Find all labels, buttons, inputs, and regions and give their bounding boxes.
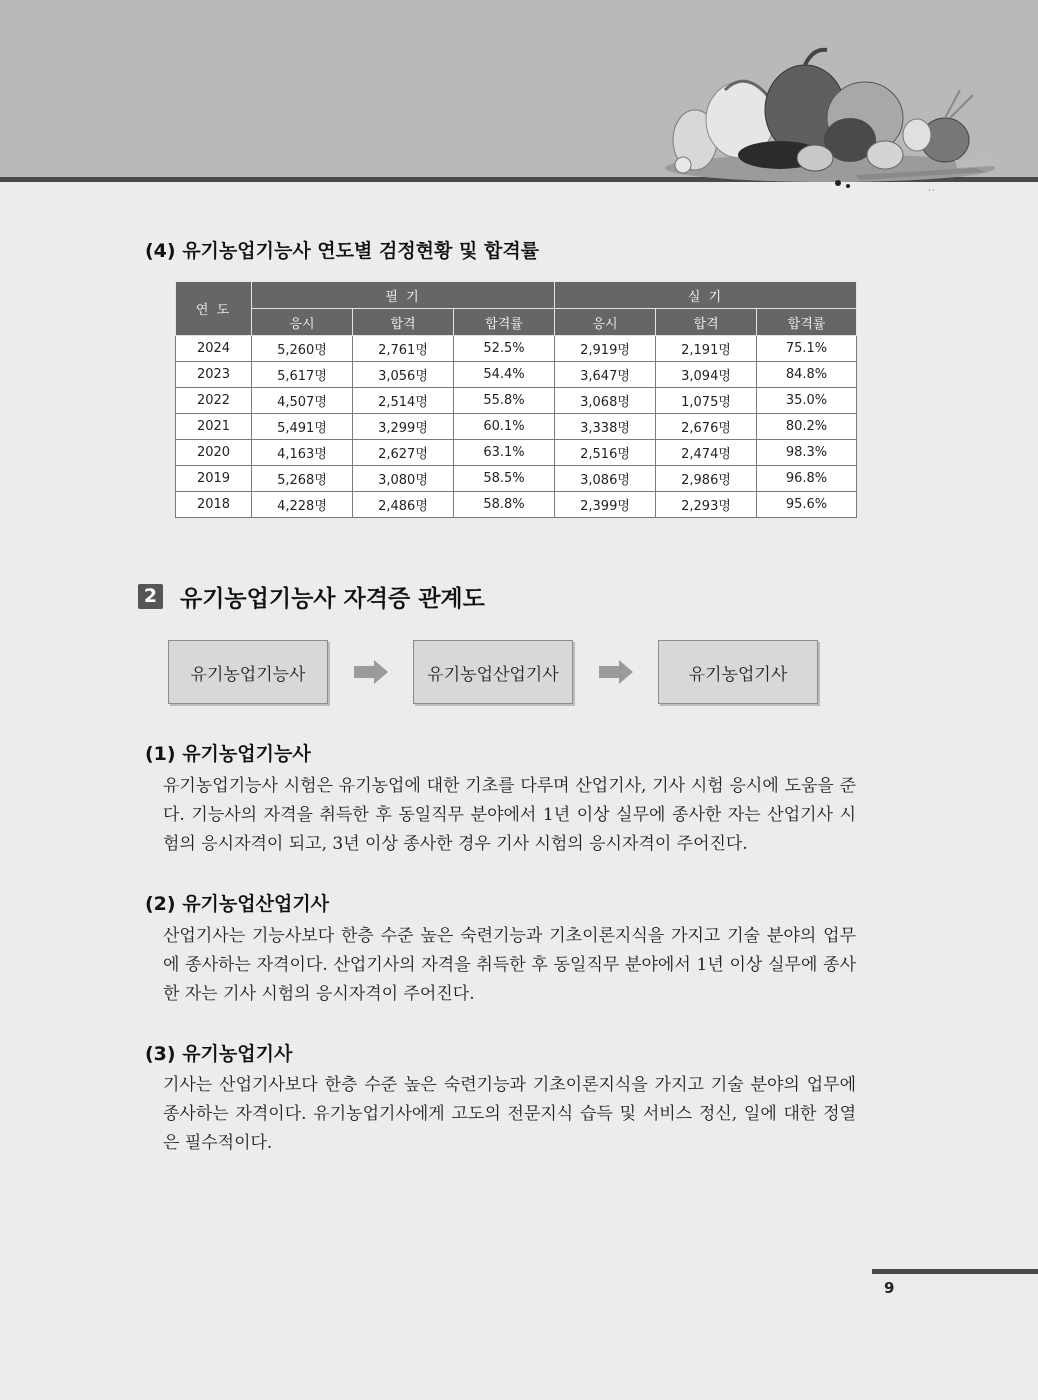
table-cell-p-pass: 2,293명 [656,492,757,518]
subsection-heading: (1) 유기농업기능사 [145,743,311,765]
table-cell-p-pass: 2,191명 [656,336,757,362]
table-cell-year: 2023 [176,362,252,388]
table-row [176,414,857,440]
table-cell-year: 2019 [176,466,252,492]
col-header: 응시 [555,309,656,336]
table-cell-year: 2020 [176,440,252,466]
stats-table-body [176,336,857,518]
table-cell-p-apply: 3,086명 [555,466,656,492]
table-cell-p-pass: 2,474명 [656,440,757,466]
table-cell-year: 2024 [176,336,252,362]
table-cell-w-rate: 63.1% [454,440,555,466]
table-cell-w-rate: 52.5% [454,336,555,362]
table-cell-p-apply: 2,919명 [555,336,656,362]
col-header: 합격률 [757,309,857,336]
table-cell-p-pass: 2,986명 [656,466,757,492]
table-cell-w-pass: 3,299명 [353,414,454,440]
table-cell-w-apply: 5,260명 [252,336,353,362]
subsection-paragraph: 유기농업기능사 시험은 유기농업에 대한 기초를 다루며 산업기사, 기사 시험 응시에 도움을 준다. 기능사의 자격을 취득한 후 동일직무 분야에서 1년 이상 실무에 종사한 자는 산업기사 시험의 응시자격이 되고, 3년 이상 종사한 경우 기사 시험의 응시자격이 주어진다. [163,776,856,854]
col-header: 응시 [252,309,353,336]
header-dots: ·· [928,186,936,196]
table-cell-w-rate: 55.8% [454,388,555,414]
table-cell-w-apply: 4,228명 [252,492,353,518]
table-cell-p-pass: 3,094명 [656,362,757,388]
table-cell-w-pass: 2,486명 [353,492,454,518]
table-row [176,440,857,466]
table-cell-w-rate: 58.8% [454,492,555,518]
table-cell-w-rate: 58.5% [454,466,555,492]
table-cell-p-apply: 3,647명 [555,362,656,388]
table-row [176,336,857,362]
table-cell-p-rate: 84.8% [757,362,857,388]
right-arrow-icon [599,660,633,684]
flow-box-engineer: 유기농업기사 [658,640,818,704]
table-cell-w-pass: 2,514명 [353,388,454,414]
table-cell-w-apply: 5,268명 [252,466,353,492]
section-number-badge: 2 [138,584,163,609]
table-cell-w-apply: 4,507명 [252,388,353,414]
table-cell-year: 2021 [176,414,252,440]
table-cell-p-pass: 1,075명 [656,388,757,414]
table-cell-w-pass: 2,761명 [353,336,454,362]
col-header: 합격 [353,309,454,336]
table-cell-year: 2022 [176,388,252,414]
table-cell-p-rate: 96.8% [757,466,857,492]
year-header: 연 도 [176,282,252,336]
table-cell-w-apply: 5,491명 [252,414,353,440]
table-cell-w-rate: 60.1% [454,414,555,440]
page-number: 9 [884,1279,895,1297]
table-section-heading: (4) 유기농업기능사 연도별 검정현황 및 합격률 [145,240,540,262]
table-cell-w-pass: 3,080명 [353,466,454,492]
table-cell-w-pass: 2,627명 [353,440,454,466]
table-cell-p-rate: 75.1% [757,336,857,362]
subsection-paragraph: 산업기사는 기능사보다 한층 수준 높은 숙련기능과 기초이론지식을 가지고 기술 분야의 업무에 종사하는 자격이다. 산업기사의 자격을 취득한 후 동일직무 분야에서 1년 이상 실무에 종사한 자는 기사 시험의 응시자격이 주어진다. [163,926,856,1004]
table-row [176,466,857,492]
subsection-heading: (2) 유기농업산업기사 [145,893,330,915]
table-cell-p-apply: 2,516명 [555,440,656,466]
table-cell-p-rate: 35.0% [757,388,857,414]
table-cell-w-pass: 3,056명 [353,362,454,388]
table-cell-p-apply: 3,338명 [555,414,656,440]
flow-box-craftsman: 유기농업기능사 [168,640,328,704]
subsection-heading: (3) 유기농업기사 [145,1043,293,1065]
table-cell-p-rate: 80.2% [757,414,857,440]
vegetables-illustration-icon [655,40,1000,190]
section-title: 유기농업기능사 자격증 관계도 [180,586,485,612]
right-arrow-icon [354,660,388,684]
flow-box-industrial-engineer: 유기농업산업기사 [413,640,573,704]
table-cell-p-rate: 98.3% [757,440,857,466]
table-cell-p-rate: 95.6% [757,492,857,518]
col-header: 합격 [656,309,757,336]
table-cell-p-pass: 2,676명 [656,414,757,440]
table-cell-w-apply: 4,163명 [252,440,353,466]
subsection-paragraph: 기사는 산업기사보다 한층 수준 높은 숙련기능과 기초이론지식을 가지고 기술 분야의 업무에 종사하는 자격이다. 유기농업기사에게 고도의 전문지식 습득 및 서비스 정신, 일에 대한 정열은 필수적이다. [163,1075,856,1153]
exam-stats-table [175,281,857,518]
table-cell-w-rate: 54.4% [454,362,555,388]
table-row [176,362,857,388]
table-row [176,388,857,414]
table-cell-p-apply: 3,068명 [555,388,656,414]
table-cell-p-apply: 2,399명 [555,492,656,518]
table-row [176,492,857,518]
table-cell-year: 2018 [176,492,252,518]
practical-group-header: 실 기 [555,282,857,309]
table-cell-w-apply: 5,617명 [252,362,353,388]
written-group-header: 필 기 [252,282,555,309]
footer-rule [872,1269,1038,1274]
col-header: 합격률 [454,309,555,336]
